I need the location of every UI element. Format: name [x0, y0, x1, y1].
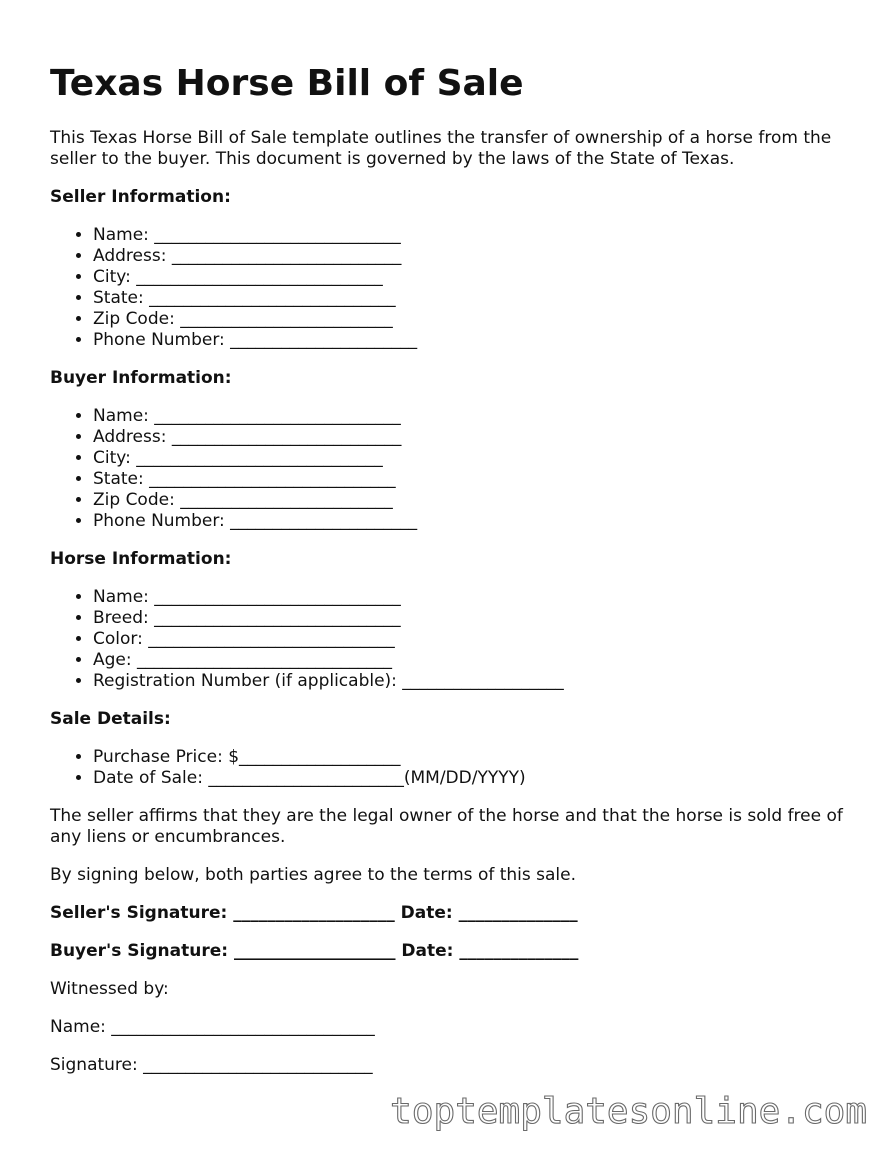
horse-age-field: • Age: ______________________________: [93, 650, 850, 671]
horse-name-field: • Name: _____________________________: [93, 587, 850, 608]
document-page: [50, 62, 850, 1076]
horse-breed-field: • Breed: _____________________________: [93, 608, 850, 629]
seller-city-field: • City: _____________________________: [93, 267, 850, 288]
seller-name-field: • Name: _____________________________: [93, 225, 850, 246]
buyer-state-field: • State: _____________________________: [93, 469, 850, 490]
seller-info-heading: Seller Information:: [50, 187, 231, 207]
agreement-paragraph: By signing below, both parties agree to the terms of this sale.: [50, 865, 577, 885]
buyer-info-heading: Buyer Information:: [50, 368, 232, 388]
seller-zip-field: • Zip Code: _________________________: [93, 309, 850, 330]
seller-signature-line: Seller's Signature: ___________________ Date: ______________: [50, 903, 578, 923]
buyer-zip-field: • Zip Code: _________________________: [93, 490, 850, 511]
witness-name-line: Name: _______________________________: [50, 1017, 375, 1037]
purchase-price-field: • Purchase Price: $___________________: [93, 747, 850, 768]
site-watermark: toptemplatesonline.com: [390, 1091, 867, 1132]
horse-info-heading: Horse Information:: [50, 549, 232, 569]
horse-info-list: [50, 587, 850, 692]
witnessed-by-label: Witnessed by:: [50, 979, 169, 999]
buyer-signature-line: Buyer's Signature: ___________________ Date: ______________: [50, 941, 579, 961]
buyer-phone-field: • Phone Number: ______________________: [93, 511, 850, 532]
seller-state-field: • State: _____________________________: [93, 288, 850, 309]
buyer-info-list: [50, 406, 850, 532]
buyer-city-field: • City: _____________________________: [93, 448, 850, 469]
seller-info-list: [50, 225, 850, 351]
document-title: Texas Horse Bill of Sale: [50, 63, 524, 104]
affirmation-paragraph: The seller affirms that they are the legal owner of the horse and that the horse is sold free of any liens or encumbrances.: [50, 806, 843, 847]
buyer-name-field: • Name: _____________________________: [93, 406, 850, 427]
horse-registration-field: • Registration Number (if applicable): ___________________: [93, 671, 850, 692]
date-of-sale-field: • Date of Sale: _______________________(MM/DD/YYYY): [93, 768, 850, 789]
seller-address-field: • Address: ___________________________: [93, 246, 850, 267]
seller-phone-field: • Phone Number: ______________________: [93, 330, 850, 351]
intro-paragraph: This Texas Horse Bill of Sale template outlines the transfer of ownership of a horse from the seller to the buyer. This document is governed by the laws of the State of Texas.: [50, 128, 832, 169]
sale-details-heading: Sale Details:: [50, 709, 171, 729]
buyer-address-field: • Address: ___________________________: [93, 427, 850, 448]
sale-details-list: [50, 747, 850, 789]
witness-signature-line: Signature: ___________________________: [50, 1055, 373, 1075]
horse-color-field: • Color: _____________________________: [93, 629, 850, 650]
